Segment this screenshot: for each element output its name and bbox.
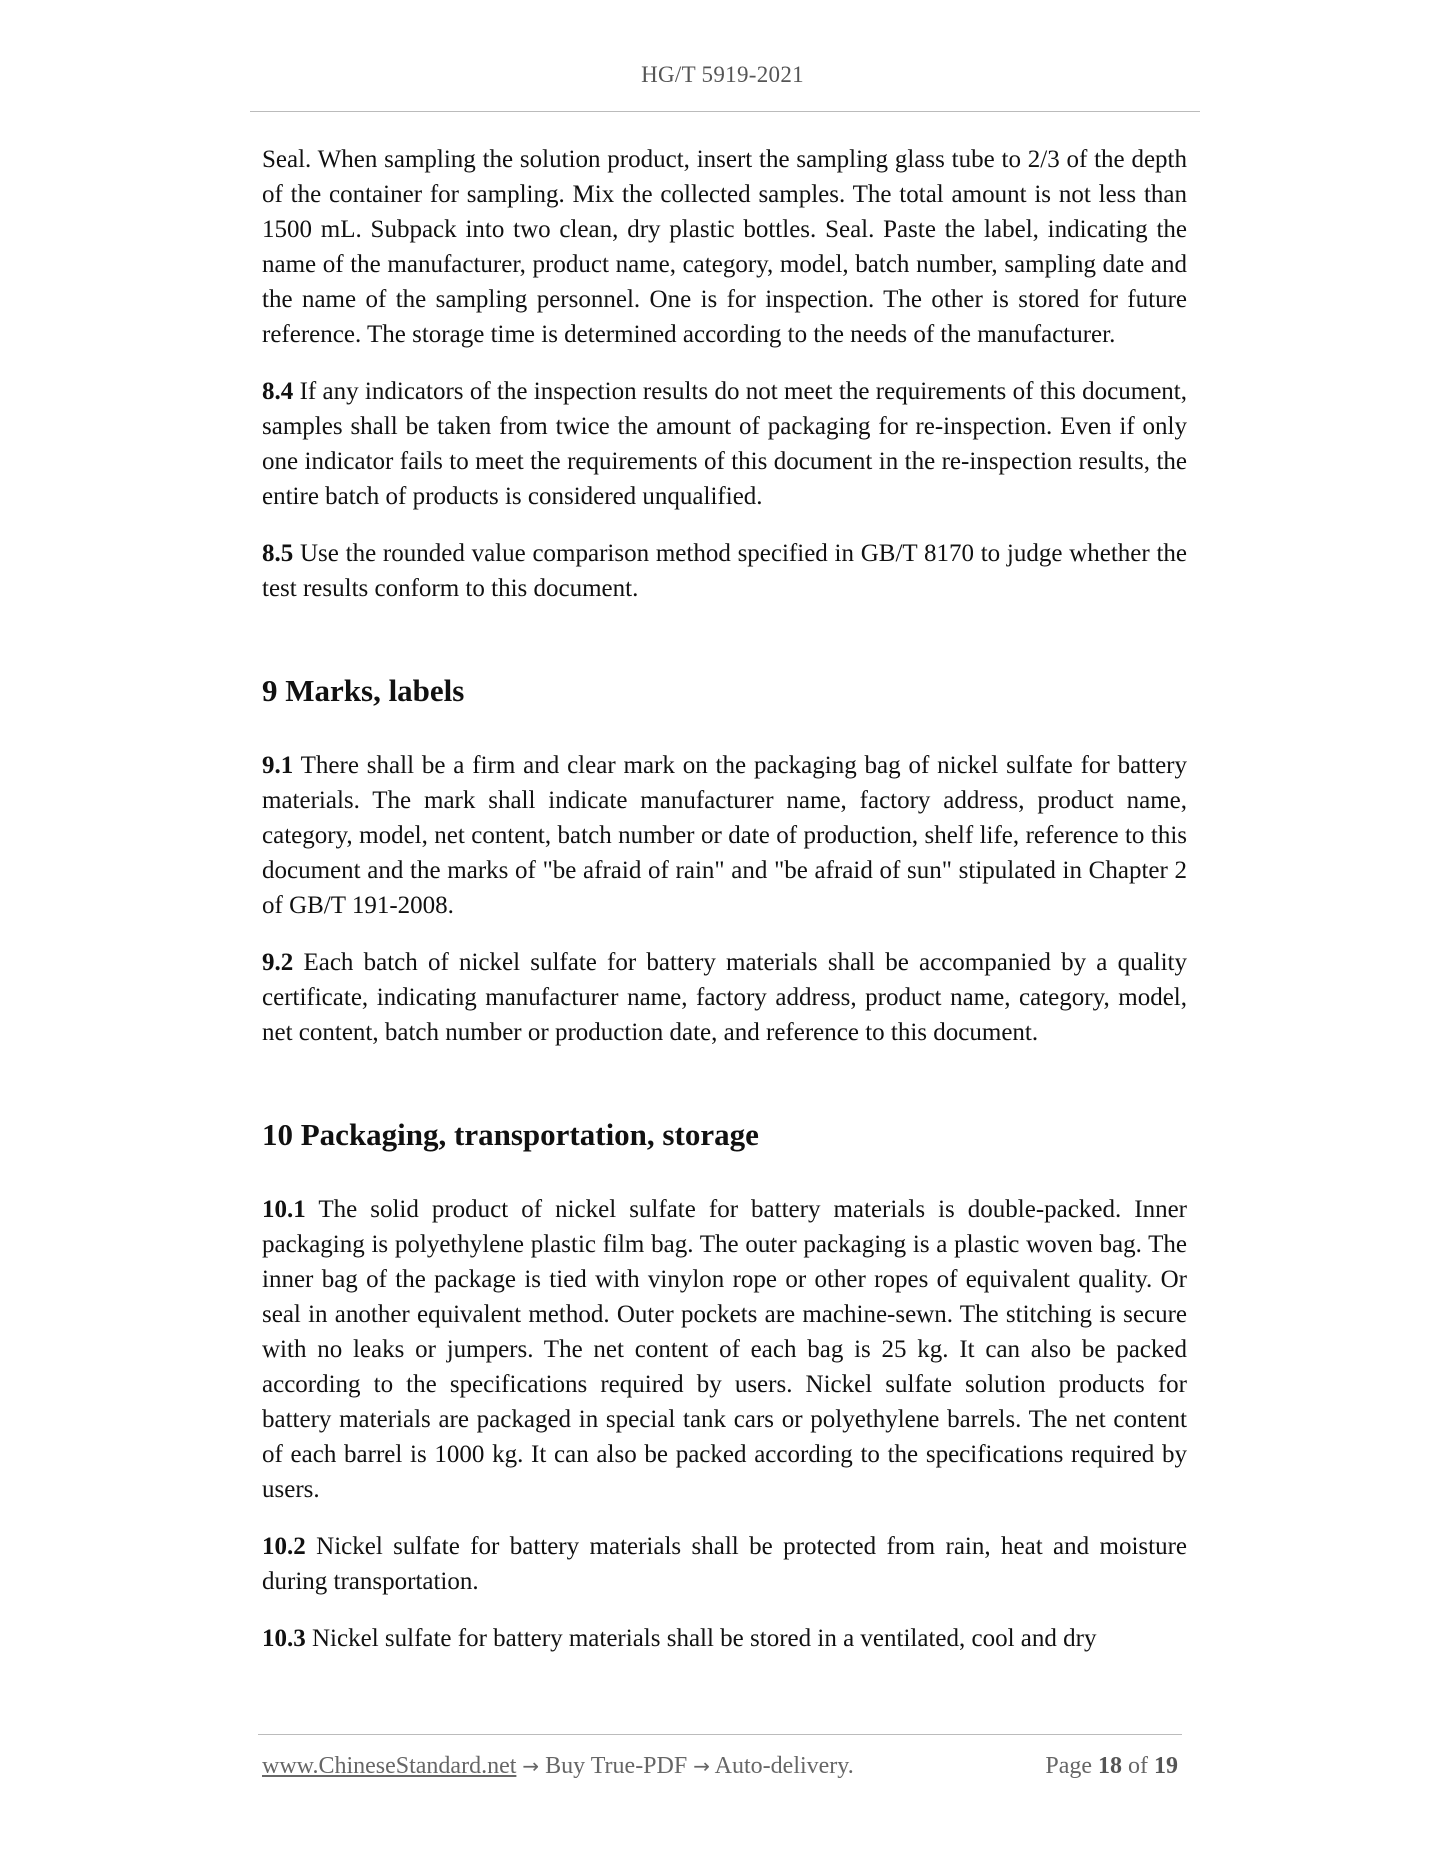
of-label: of: [1128, 1753, 1148, 1779]
arrow-right-icon: →: [693, 1754, 710, 1778]
clause-number: 10.3: [262, 1625, 306, 1652]
section-heading-9: 9 Marks, labels: [262, 673, 465, 708]
paragraph-10-1: [262, 1192, 1187, 1507]
footer-promo: [262, 1753, 854, 1780]
arrow-right-icon: →: [522, 1754, 540, 1778]
paragraph-text: Seal. When sampling the solution product, insert the sampling glass tube to 2/3 of the depth of the container for sampling. Mix the collected samples. The total amount is not less than 1500 mL. Subpack into two clean, dry plastic bottles. Seal. Paste the label, indicating the name of the manufacturer, product name, category, model, batch number, sampling date and the name of the sampling personnel. One is for inspection. The other is stored for future reference. The storage time is determined according to the needs of the manufacturer.: [262, 146, 1187, 348]
current-page-number: 18: [1098, 1753, 1122, 1779]
paragraph-text: There shall be a firm and clear mark on the packaging bag of nickel sulfate for battery materials. The mark shall indicate manufacturer name, factory address, product name, category, model, net content, batch number or date of production, shelf life, reference to this document and the marks of "be afraid of rain" and "be afraid of sun" stipulated in Chapter 2 of GB/T 191-2008.: [262, 752, 1187, 919]
paragraph-text: If any indicators of the inspection results do not meet the requirements of this document, samples shall be taken from twice the amount of packaging for re-inspection. Even if only one indicator fails to meet the requirements of this document in the re-inspection results, the entire batch of products is considered unqualified.: [262, 378, 1187, 510]
paragraph-text: Nickel sulfate for battery materials shall be stored in a ventilated, cool and dry: [312, 1625, 1097, 1652]
clause-number: 9.1: [262, 752, 294, 779]
total-page-count: 19: [1154, 1753, 1178, 1779]
paragraph-9-2: [262, 945, 1187, 1050]
clause-number: 10.1: [262, 1196, 306, 1223]
header-divider: [250, 111, 1200, 112]
page-label: Page: [1045, 1753, 1092, 1779]
clause-number: 9.2: [262, 949, 294, 976]
document-body: [262, 142, 1187, 1678]
paragraph-text: Nickel sulfate for battery materials shall be protected from rain, heat and moisture during transportation.: [262, 1533, 1188, 1595]
buy-pdf-text: Buy True-PDF: [545, 1753, 688, 1779]
clause-number: 8.5: [262, 540, 294, 567]
paragraph-10-2: [262, 1529, 1187, 1599]
section-heading-10: 10 Packaging, transportation, storage: [262, 1117, 759, 1152]
document-header: [0, 62, 1445, 88]
paragraph-8-4: [262, 374, 1187, 514]
paragraph-text: The solid product of nickel sulfate for battery materials is double-packed. Inner packaging is polyethylene plastic film bag. The outer packaging is a plastic woven bag. The inner bag of the package is tied with vinylon rope or other ropes of equivalent quality. Or seal in another equivalent method. Outer pockets are machine-sewn. The stitching is secure with no leaks or jumpers. The net content of each bag is 25 kg. It can also be packed according to the specifications required by users. Nickel sulfate solution products for battery materials are packaged in special tank cars or polyethylene barrels. The net content of each barrel is 1000 kg. It can also be packed according to the specifications required by users.: [262, 1196, 1187, 1503]
website-link[interactable]: www.ChineseStandard.net: [262, 1753, 517, 1779]
paragraph-text: Each batch of nickel sulfate for battery materials shall be accompanied by a quality certificate, indicating manufacturer name, factory address, product name, category, model, net content, batch number or production date, and reference to this document.: [262, 949, 1187, 1046]
footer-divider: [258, 1734, 1182, 1735]
auto-delivery-text: Auto-delivery.: [714, 1753, 854, 1779]
paragraph-text: Use the rounded value comparison method specified in GB/T 8170 to judge whether the test results conform to this document.: [262, 540, 1187, 602]
clause-number: 8.4: [262, 378, 294, 405]
document-id: HG/T 5919-2021: [641, 62, 804, 87]
page-indicator: [1045, 1753, 1178, 1780]
paragraph-10-3: [262, 1621, 1187, 1656]
clause-number: 10.2: [262, 1533, 306, 1560]
paragraph-8-3-continued: [262, 142, 1187, 352]
paragraph-9-1: [262, 748, 1187, 923]
paragraph-8-5: [262, 536, 1187, 606]
page-footer: [262, 1753, 1182, 1785]
